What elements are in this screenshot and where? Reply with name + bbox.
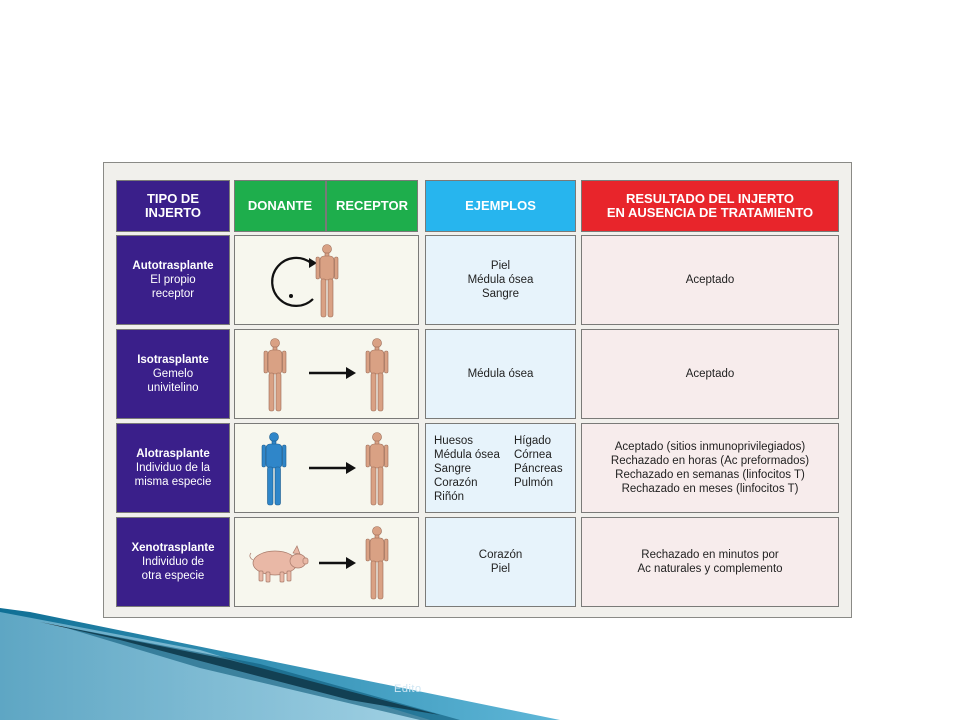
row-xenograft-result <box>581 517 839 607</box>
row-xenograft-illustration <box>234 517 419 607</box>
header-donor <box>234 180 326 232</box>
result-line: Aceptado <box>685 274 735 286</box>
row-allograft-result <box>581 423 839 513</box>
header-graft-type <box>116 180 230 232</box>
type-name: Autotrasplante <box>132 260 214 272</box>
type-desc-line: otra especie <box>141 570 205 582</box>
row-allograft-examples <box>425 423 576 513</box>
graft-types-table <box>103 162 852 618</box>
example-item: Sangre <box>434 463 472 475</box>
right-arrow-icon <box>309 367 356 379</box>
result-line: Aceptado (sitios inmunoprivilegiados) <box>614 441 806 453</box>
human-figure-icon <box>366 433 388 506</box>
result-line: Rechazado en semanas (linfocitos T) <box>615 469 805 481</box>
row-isograft-result <box>581 329 839 419</box>
header-graft-type-line2: INJERTO <box>144 205 202 220</box>
row-allograft-type <box>116 423 230 513</box>
human-figure-icon <box>316 245 338 318</box>
human-figure-icon <box>262 433 286 506</box>
row-allograft-illustration <box>234 423 419 513</box>
right-arrow-icon <box>309 462 356 474</box>
header-examples <box>425 180 576 232</box>
right-arrow-icon <box>319 557 356 569</box>
row-autograft-result <box>581 235 839 325</box>
type-desc-line: El propio <box>150 274 196 286</box>
human-figure-icon <box>264 339 286 412</box>
type-desc-line: univitelino <box>147 382 199 394</box>
row-isograft-type <box>116 329 230 419</box>
row-isograft-illustration <box>234 329 419 419</box>
pig-icon <box>250 546 308 582</box>
example-item: Páncreas <box>514 463 563 475</box>
example-item: Piel <box>490 563 511 575</box>
type-desc-line: Gemelo <box>152 368 194 380</box>
type-name: Isotrasplante <box>137 354 209 366</box>
example-item: Piel <box>490 260 511 272</box>
type-desc-line: misma especie <box>134 476 212 488</box>
type-name: Alotrasplante <box>136 448 210 460</box>
header-examples-label: EJEMPLOS <box>465 198 536 213</box>
example-item: Huesos <box>434 435 473 447</box>
header-donor-label: DONANTE <box>247 198 313 213</box>
header-graft-type-line1: TIPO DE <box>146 191 199 206</box>
row-isograft-examples <box>425 329 576 419</box>
row-autograft-examples <box>425 235 576 325</box>
example-item: Pulmón <box>514 477 553 489</box>
footer-text: Edito <box>394 683 422 695</box>
type-desc-line: Individuo de la <box>135 462 211 474</box>
result-line: Ac naturales y complemento <box>637 563 783 575</box>
row-autograft-type <box>116 235 230 325</box>
result-line: Rechazado en minutos por <box>641 549 779 561</box>
row-xenograft-type <box>116 517 230 607</box>
example-item: Hígado <box>514 435 552 447</box>
example-item: Médula ósea <box>467 274 534 286</box>
circular-arrow-icon <box>272 258 317 306</box>
type-desc-line: receptor <box>151 288 195 300</box>
type-name: Xenotrasplante <box>131 542 215 554</box>
row-xenograft-examples <box>425 517 576 607</box>
result-line: Aceptado <box>685 368 735 380</box>
header-result <box>581 180 839 232</box>
header-recipient-label: RECEPTOR <box>336 198 408 213</box>
type-desc-line: Individuo de <box>141 556 205 568</box>
human-figure-icon <box>366 339 388 412</box>
example-item: Corazón <box>434 477 478 489</box>
example-item: Córnea <box>514 449 552 461</box>
result-line: Rechazado en meses (linfocitos T) <box>621 483 799 495</box>
examples-right-column <box>514 434 563 490</box>
example-item: Corazón <box>478 549 523 561</box>
example-item: Riñón <box>434 491 465 503</box>
example-item: Sangre <box>481 288 520 300</box>
row-autograft-illustration <box>234 235 419 325</box>
human-figure-icon <box>366 527 388 600</box>
example-item: Médula ósea <box>434 449 500 461</box>
header-result-line2: EN AUSENCIA DE TRATAMIENTO <box>606 205 814 220</box>
header-result-line1: RESULTADO DEL INJERTO <box>625 191 795 206</box>
header-recipient <box>326 180 418 232</box>
examples-left-column <box>434 434 500 504</box>
result-line: Rechazado en horas (Ac preformados) <box>610 455 810 467</box>
example-item: Médula ósea <box>467 368 534 380</box>
